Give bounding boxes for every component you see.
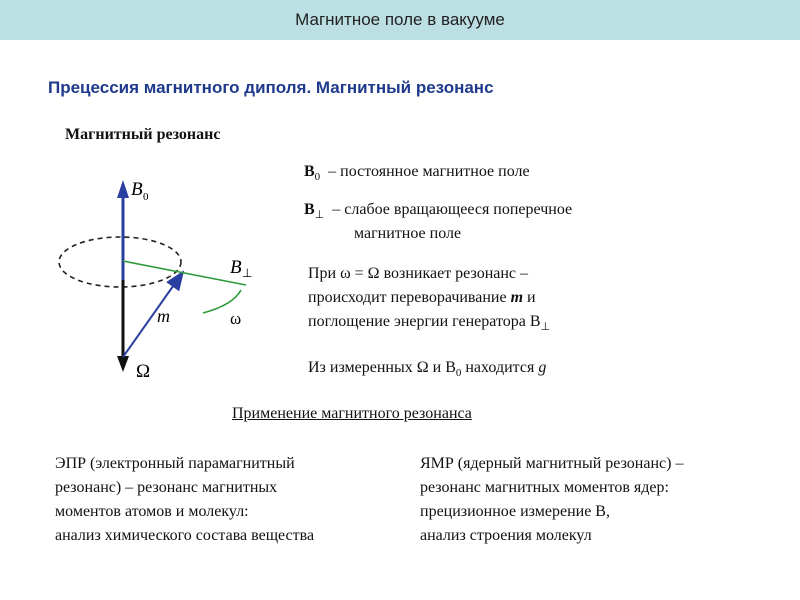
bperp-label: B — [230, 257, 242, 278]
slide-subtitle: Прецессия магнитного диполя. Магнитный резонанс — [48, 78, 494, 97]
epr-block — [55, 452, 314, 548]
def-bperp-line2: магнитное поле — [354, 225, 462, 242]
b0-label: B — [131, 179, 143, 200]
nmr-line: прецизионное измерение B, — [420, 503, 610, 520]
section-title: Магнитный резонанс — [65, 126, 221, 143]
measure-g: g — [538, 359, 547, 376]
epr-line: ЭПР (электронный парамагнитный — [55, 455, 295, 472]
resonance-line2-post: и — [523, 289, 536, 306]
def-b0-symbol: B — [304, 163, 315, 180]
b0-label-sub: 0 — [143, 191, 149, 203]
measure-line — [308, 356, 546, 385]
bperp-vector — [123, 261, 246, 285]
resonance-line3-text: поглощение энергии генератора B — [308, 313, 541, 330]
resonance-line2-pre: происходит переворачивание — [308, 289, 511, 306]
epr-line: резонанс) – резонанс магнитных — [55, 479, 278, 496]
def-b0-sub: 0 — [314, 171, 321, 184]
def-bperp-symbol: B — [304, 201, 315, 218]
epr-line: моментов атомов и молекул: — [55, 503, 249, 520]
def-bperp-sub: ⊥ — [314, 209, 325, 222]
epr-line: анализ химического состава вещества — [55, 527, 315, 544]
m-label: m — [157, 306, 170, 326]
nmr-line: анализ строения молекул — [420, 527, 592, 544]
nmr-line: резонанс магнитных моментов ядер: — [420, 479, 669, 496]
bperp-label-sub: ⊥ — [242, 266, 253, 280]
page-title: Магнитное поле в вакууме — [295, 10, 505, 29]
def-bperp-line1: – слабое вращающееся поперечное — [332, 201, 573, 218]
resonance-line2-m: m — [510, 289, 524, 306]
b0-arrowhead — [117, 180, 129, 198]
precession-ellipse — [59, 237, 181, 287]
applications-title: Применение магнитного резонанса — [232, 405, 472, 422]
m-vector — [123, 272, 183, 357]
omega-small-label: ω — [230, 309, 242, 328]
def-b0 — [304, 160, 530, 189]
measure-pre: Из измеренных Ω и B — [308, 359, 456, 376]
measure-sub: 0 — [455, 367, 462, 380]
resonance-line3-sub: ⊥ — [540, 321, 551, 334]
resonance-line3 — [308, 310, 550, 339]
omega-big-label: Ω — [136, 361, 151, 382]
nmr-block — [420, 452, 683, 548]
resonance-line1: При ω = Ω возникает резонанс – — [308, 265, 529, 282]
nmr-line: ЯМР (ядерный магнитный резонанс) – — [420, 455, 684, 472]
omega-arrowhead — [117, 356, 129, 372]
measure-mid: находится — [461, 359, 539, 376]
def-b0-text: – постоянное магнитное поле — [328, 163, 530, 180]
resonance-line2 — [308, 286, 536, 310]
